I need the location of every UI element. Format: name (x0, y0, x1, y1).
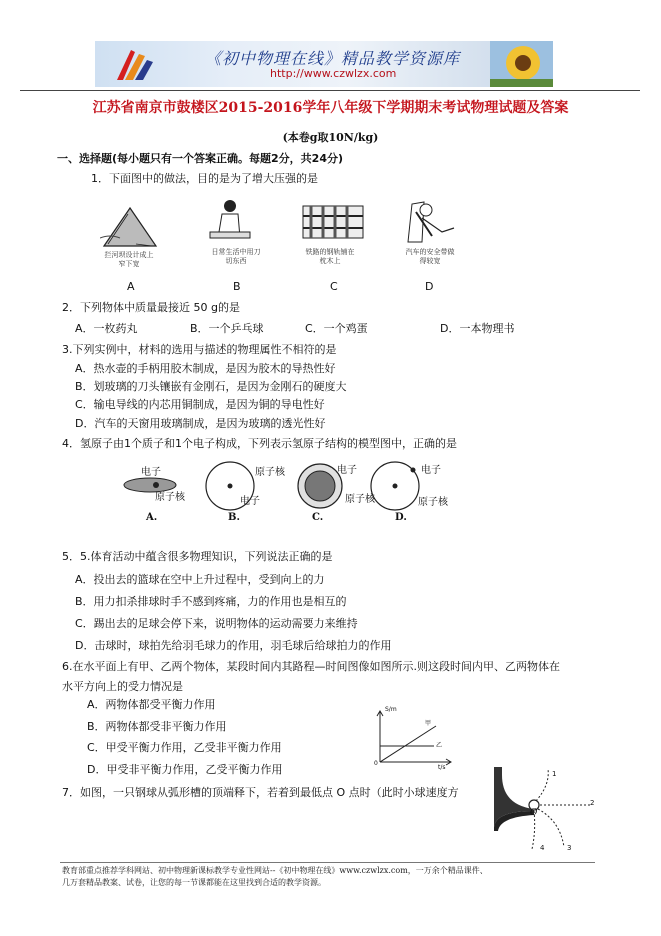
figure-caption-c: 铁路的钢轨铺在枕木上 (305, 248, 355, 265)
question-5-option-c: C．踢出去的足球会停下来，说明物体的运动需要力来维持 (75, 617, 358, 630)
atom-a-label-nucleus: 原子核 (155, 492, 185, 503)
question-2-stem: 2．下列物体中质量最接近 50 g的是 (62, 301, 240, 314)
footer-line-1: 教育部重点推荐学科网站、初中物理新课标教学专业性网站--《初中物理在线》www.czwlzx.com，一万余个精品课件、 (62, 866, 488, 875)
question-6-stem-line-2: 水平方向上的受力情况是 (62, 680, 183, 693)
question-3-option-d: D．汽车的天窗用玻璃制成，是因为玻璃的透光性好 (75, 417, 326, 430)
figure-letter-b: B (233, 280, 241, 293)
figure-caption-d: 汽车的安全带做得较宽 (405, 248, 455, 265)
point-o-label: O (530, 808, 538, 818)
atom-a-label-electron: 电子 (141, 467, 161, 478)
question-3-option-b: B．划玻璃的刀头镶嵌有金刚石，是因为金刚石的硬度大 (75, 380, 347, 393)
dam-figure-icon (100, 208, 156, 246)
atom-c-label-electron: 电子 (337, 465, 357, 476)
figure-caption-a: 拦河坝设计成上窄下宽 (104, 251, 154, 268)
atom-letter-c: C. (312, 512, 324, 523)
site-logo-icon (109, 44, 159, 84)
path-2-label: 2 (590, 799, 595, 807)
question-4-stem: 4．氢原子由1个质子和1个电子构成，下列表示氢原子结构的模型图中，正确的是 (62, 437, 457, 450)
document-title: 江苏省南京市鼓楼区2015-2016学年八年级下学期期末考试物理试题及答案 (92, 100, 569, 116)
question-5-stem: 5．5.体育活动中蕴含很多物理知识，下列说法正确的是 (62, 550, 333, 563)
atom-b-label-electron: 电子 (240, 496, 260, 507)
question-3-option-a: A．热水壶的手柄用胶木制成，是因为胶木的导热性好 (75, 362, 336, 375)
question-6-option-d: D．甲受非平衡力作用，乙受平衡力作用 (87, 763, 283, 776)
graph-ylabel: S/m (385, 706, 397, 713)
atom-letter-b: B. (228, 512, 240, 523)
footer-rule (60, 862, 595, 863)
question-6-stem-line-1: 6.在水平面上有甲、乙两个物体，某段时间内其路程—时间图像如图所示.则这段时间内甲、乙两物体在 (62, 660, 560, 673)
figure-caption-b: 日常生活中用刀切东西 (211, 248, 261, 265)
atom-d-label-electron: 电子 (421, 465, 441, 476)
section-heading: 一、选择题(每小题只有一个答案正确。每题2分，共24分) (57, 152, 344, 165)
question-6-option-a: A．两物体都受平衡力作用 (87, 698, 216, 711)
atom-c-label-nucleus: 原子核 (345, 494, 375, 505)
atom-d-label-nucleus: 原子核 (418, 497, 448, 508)
path-1-label: 1 (552, 770, 557, 778)
figure-letter-d: D (425, 280, 434, 293)
banner-title: 《初中物理在线》精品教学资源库 (205, 49, 461, 68)
atom-letter-a: A. (146, 512, 158, 523)
atom-b-label-nucleus: 原子核 (255, 467, 285, 478)
line-jia (380, 726, 436, 762)
graph-xlabel: t/s (438, 764, 446, 771)
question-2-option-b: B．一个乒乓球 (190, 322, 264, 335)
knife-figure-icon (210, 200, 250, 238)
question-2-option-a: A．一枚药丸 (75, 322, 138, 335)
seatbelt-figure-icon (408, 202, 454, 242)
footer-line-2: 几万套精品教案、试卷，让您的每一节课都能在这里找到合适的教学资源。 (62, 878, 326, 887)
graph-line-yi-label: 乙 (436, 742, 443, 749)
banner (95, 41, 553, 87)
path-4-label: 4 (540, 844, 545, 852)
question-3-stem: 3.下列实例中，材料的选用与描述的物理属性不相符的是 (62, 343, 337, 356)
distance-time-graph (370, 708, 455, 768)
ball-trajectory-figure (490, 765, 600, 857)
graph-line-jia-label: 甲 (425, 720, 432, 727)
atom-letter-d: D. (395, 512, 407, 523)
question-6-option-b: B．两物体都受非平衡力作用 (87, 720, 227, 733)
question-1-stem: 1．下面图中的做法，目的是为了增大压强的是 (91, 172, 318, 185)
question-6-option-c: C．甲受平衡力作用，乙受非平衡力作用 (87, 741, 282, 754)
banner-url[interactable]: http://www.czwlzx.com (270, 67, 397, 80)
question-2-option-c: C．一个鸡蛋 (305, 322, 368, 335)
note-line: (本卷g取10N/kg) (282, 131, 379, 144)
header-rule (20, 90, 640, 91)
question-5-option-a: A．投出去的篮球在空中上升过程中，受到向上的力 (75, 573, 325, 586)
graph-origin: 0 (374, 760, 378, 767)
sunflower-icon (490, 41, 553, 87)
rail-figure-icon (303, 206, 363, 238)
figure-letter-c: C (330, 280, 338, 293)
question-5-option-d: D．击球时，球拍先给羽毛球力的作用，羽毛球后给球拍力的作用 (75, 639, 392, 652)
path-3-label: 3 (567, 844, 572, 852)
question-7-stem: 7．如图，一只钢球从弧形槽的顶端释下，若着到最低点 O 点时（此时小球速度方 (62, 786, 459, 799)
question-5-option-b: B．用力扣杀排球时手不感到疼痛，力的作用也是相互的 (75, 595, 347, 608)
question-3-option-c: C．输电导线的内芯用铜制成，是因为铜的导电性好 (75, 398, 325, 411)
figure-letter-a: A (127, 280, 135, 293)
question-2-option-d: D．一本物理书 (440, 322, 515, 335)
